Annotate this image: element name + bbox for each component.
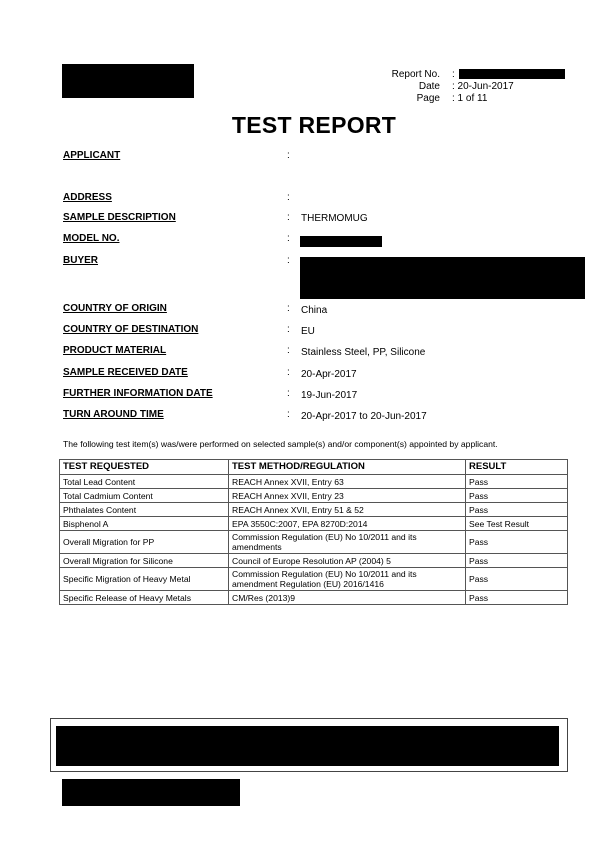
sample-received-date-label: SAMPLE RECEIVED DATE — [63, 367, 188, 378]
redacted-model-number — [300, 236, 382, 247]
country-of-origin-value: China — [301, 305, 328, 316]
test-result: Pass — [466, 568, 568, 591]
test-name: Specific Release of Heavy Metals — [60, 591, 229, 605]
test-method: Commission Regulation (EU) No 10/2011 and its amendments — [229, 531, 466, 554]
page-title: TEST REPORT — [231, 112, 397, 138]
test-result: Pass — [466, 531, 568, 554]
table-row — [60, 475, 568, 489]
test-method: EPA 3550C:2007, EPA 8270D:2014 — [229, 517, 466, 531]
buyer-label: BUYER — [63, 255, 99, 266]
buyer-colon: : — [287, 255, 290, 266]
test-name: Overall Migration for Silicone — [60, 554, 229, 568]
test-name: Specific Migration of Heavy Metal — [60, 568, 229, 591]
redacted-logo — [62, 64, 194, 98]
sample-description-label: SAMPLE DESCRIPTION — [63, 212, 176, 223]
product-material-value: Stainless Steel, PP, Silicone — [301, 347, 426, 358]
table-header-row — [60, 460, 568, 475]
redacted-report-number — [459, 69, 565, 79]
sample-description-colon: : — [287, 212, 290, 223]
header-test-method: TEST METHOD/REGULATION — [229, 460, 466, 475]
table-row — [60, 517, 568, 531]
date-value: : 20-Jun-2017 — [452, 81, 514, 92]
product-material-colon: : — [287, 345, 290, 356]
table-row — [60, 489, 568, 503]
test-result: Pass — [466, 475, 568, 489]
turn-around-time-value: 20-Apr-2017 to 20-Jun-2017 — [301, 411, 427, 422]
test-method: REACH Annex XVII, Entry 63 — [229, 475, 466, 489]
intro-text: The following test item(s) was/were performed on selected sample(s) and/or component(s) appointed by applicant. — [63, 439, 498, 449]
table-row — [60, 503, 568, 517]
table-row — [60, 568, 568, 591]
test-method: CM/Res (2013)9 — [229, 591, 466, 605]
product-material-label: PRODUCT MATERIAL — [63, 345, 167, 356]
test-result: Pass — [466, 489, 568, 503]
test-method: Commission Regulation (EU) No 10/2011 and its amendment Regulation (EU) 2016/1416 — [229, 568, 466, 591]
test-name: Overall Migration for PP — [60, 531, 229, 554]
table-row — [60, 591, 568, 605]
test-name: Bisphenol A — [60, 517, 229, 531]
country-of-destination-value: EU — [301, 326, 315, 337]
country-of-destination-colon: : — [287, 324, 290, 335]
model-no-colon: : — [287, 233, 290, 244]
turn-around-time-colon: : — [287, 409, 290, 420]
test-name: Total Lead Content — [60, 475, 229, 489]
table-row — [60, 554, 568, 568]
report-no-label: Report No. — [391, 69, 440, 80]
address-label: ADDRESS — [63, 192, 112, 203]
page-value: : 1 of 11 — [452, 93, 488, 104]
page-label: Page — [416, 93, 440, 104]
test-method: REACH Annex XVII, Entry 51 & 52 — [229, 503, 466, 517]
date-label: Date — [418, 81, 440, 92]
applicant-colon: : — [287, 150, 290, 161]
applicant-label: APPLICANT — [63, 150, 121, 161]
test-method: Council of Europe Resolution AP (2004) 5 — [229, 554, 466, 568]
further-information-date-colon: : — [287, 388, 290, 399]
header-result: RESULT — [466, 460, 568, 475]
test-name: Phthalates Content — [60, 503, 229, 517]
report-no-colon: : — [452, 69, 455, 80]
country-of-origin-label: COUNTRY OF ORIGIN — [63, 303, 167, 314]
test-result: Pass — [466, 554, 568, 568]
sample-received-date-value: 20-Apr-2017 — [301, 369, 357, 380]
test-result: See Test Result — [466, 517, 568, 531]
further-information-date-value: 19-Jun-2017 — [301, 390, 358, 401]
turn-around-time-label: TURN AROUND TIME — [63, 409, 164, 420]
redacted-footer-text — [56, 726, 559, 766]
sample-description-value: THERMOMUG — [301, 213, 368, 224]
redacted-buyer — [300, 257, 585, 299]
further-information-date-label: FURTHER INFORMATION DATE — [63, 388, 213, 399]
test-table — [59, 459, 568, 605]
table-row — [60, 531, 568, 554]
address-colon: : — [287, 192, 290, 203]
test-method: REACH Annex XVII, Entry 23 — [229, 489, 466, 503]
model-no-label: MODEL NO. — [63, 233, 120, 244]
test-result: Pass — [466, 503, 568, 517]
test-result: Pass — [466, 591, 568, 605]
country-of-origin-colon: : — [287, 303, 290, 314]
header-test-requested: TEST REQUESTED — [60, 460, 229, 475]
test-name: Total Cadmium Content — [60, 489, 229, 503]
sample-received-date-colon: : — [287, 367, 290, 378]
redacted-signature — [62, 779, 240, 806]
country-of-destination-label: COUNTRY OF DESTINATION — [63, 324, 199, 335]
